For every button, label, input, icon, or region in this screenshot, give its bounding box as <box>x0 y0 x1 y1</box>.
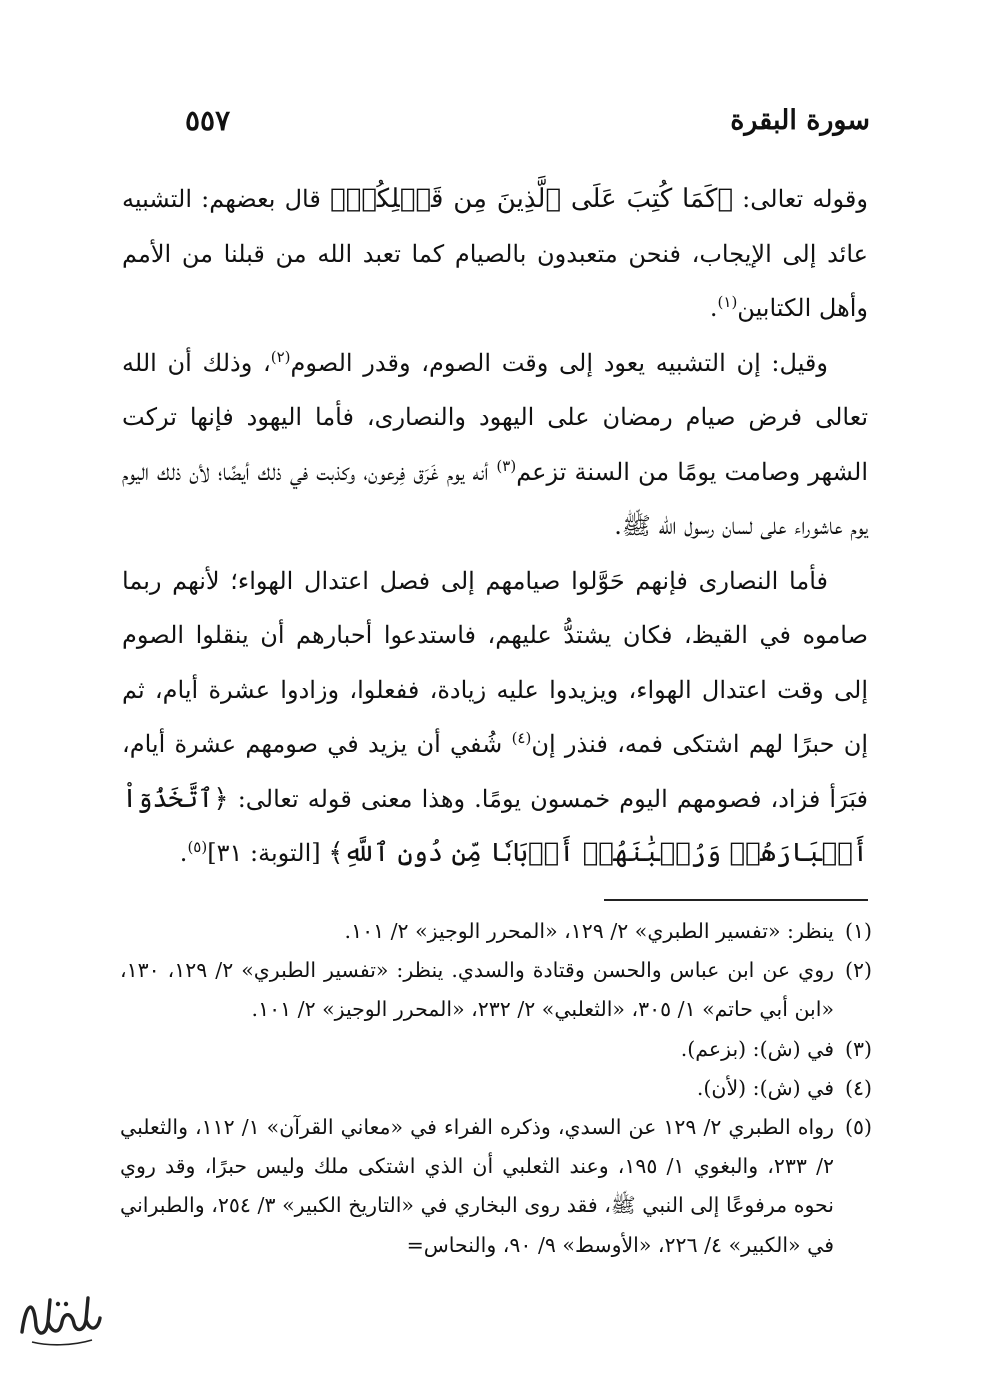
running-head <box>185 100 870 140</box>
p3-text-a: فأما النصارى فإنهم حَوَّلوا صيامهم إلى فصل اعتدال الهواء؛ لأنهم ربما صاموه في القيظ، فكان يشتدُّ عليهم، فاستدعوا أحبارهم أن ينقلوا الصوم إلى وقت اعتدال الهواء، ويزيدوا عليه زيادة، ففعلوا، وزادوا عشرة أيام، ثم إن حبرًا لهم اشتكى فمه، فنذر إن <box>122 566 868 758</box>
footnote-text: في (ش): (بزعم). <box>680 1036 834 1061</box>
p1-text-b: قال بعضهم: التشبيه عائد إلى الإيجاب، فنحن متعبدون بالصيام كما تعبد الله من قبلنا من الأمم وأهل الكتابين <box>122 185 868 322</box>
footnote-number: (٤) <box>844 1075 872 1100</box>
footnote-separator <box>604 899 868 901</box>
footnote-ref-5[interactable]: (٥) <box>187 838 208 856</box>
p1-end: . <box>709 294 718 322</box>
footnote-ref-4[interactable]: (٤) <box>511 729 532 747</box>
footnote-ref-2[interactable]: (٢) <box>270 347 291 366</box>
footnote-1 <box>120 912 872 951</box>
footnote-5 <box>120 1108 872 1265</box>
page-number: ٥٥٧ <box>185 103 231 137</box>
publisher-logo <box>12 1282 108 1352</box>
footnote-number: (٣) <box>844 1036 872 1061</box>
footnote-number: (٥) <box>844 1115 872 1140</box>
quran-verse-2: ﴿ٱتَّخَذُوٓاْ أَحۡبَارَهُمۡ وَرُهۡبَٰنَهُمۡ أَرۡبَابٗا مِّن دُونِ ٱللَّهِ﴾ <box>122 783 868 868</box>
p2-text-c: أنه يوم غَرَق فِرعون، وكذبت في ذلك أيضًا؛ لأن ذلك اليوم يوم عاشوراء على لسان رسول الله ﷺ. <box>122 457 868 540</box>
main-text <box>122 172 868 881</box>
footnote-ref-1[interactable]: (١) <box>717 293 738 311</box>
footnote-ref-3[interactable]: (٣) <box>496 456 517 475</box>
p3-text-b: شُفي أن يزيد في صومهم عشرة أيام، فبَرَأ فزاد، فصومهم اليوم خمسون يومًا. وهذا معنى قوله تعالى: <box>122 730 868 813</box>
p1-text-a: وقوله تعالى: <box>732 185 868 213</box>
p3-end: . <box>179 839 188 867</box>
p3-text-c: [التوبة: ٣١] <box>207 839 329 867</box>
footnote-4 <box>120 1069 872 1108</box>
footnotes <box>120 912 872 1265</box>
footnote-text: في (ش): (لأن). <box>696 1075 834 1100</box>
footnote-number: (١) <box>844 919 872 943</box>
footnote-2 <box>120 951 872 1029</box>
footnote-number: (٢) <box>844 958 872 983</box>
footnote-text: ينظر: «تفسير الطبري» ٢/ ١٢٩، «المحرر الوجيز» ٢/ ١٠١. <box>344 919 834 943</box>
paragraph-1 <box>122 172 868 336</box>
p2-text-b: ، وذلك أن الله تعالى فرض صيام رمضان على اليهود والنصارى، فأما اليهود فإنها تركت الشهر وصامت يومًا من السنة تزعم <box>122 348 869 486</box>
paragraph-3 <box>122 554 868 881</box>
paragraph-2 <box>122 336 868 554</box>
footnote-text: رواه الطبري ٢/ ١٢٩ عن السدي، وذكره الفراء في «معاني القرآن» ١/ ١١٢، والثعلبي ٢/ ٢٣٣، والبغوي ١/ ١٩٥، وعند الثعلبي أن الذي اشتكى ملك وليس حبرًا، وقد روي نحوه مرفوعًا إلى النبي ﷺ، فقد روى البخاري في «التاريخ الكبير» ٣/ ٢٥٤، والطبراني في «الكبير» ٤/ ٢٢٦، «الأوسط» ٩/ ٩٠، والنحاس= <box>120 1115 834 1257</box>
p2-text-a: وقيل: إن التشبيه يعود إلى وقت الصوم، وقدر الصوم <box>290 348 828 377</box>
surah-title: سورة البقرة <box>730 104 870 136</box>
footnote-text: روي عن ابن عباس والحسن وقتادة والسدي. ينظر: «تفسير الطبري» ٢/ ١٢٩، ١٣٠، «ابن أبي حاتم» ١/ ٣٠٥، «الثعلبي» ٢/ ٢٣٢، «المحرر الوجيز» ٢/ ١٠١. <box>120 958 834 1022</box>
footnote-3 <box>120 1030 872 1069</box>
quran-verse-1: ﴿كَمَا كُتِبَ عَلَى ٱلَّذِينَ مِن قَبۡلِكُمۡ﴾ <box>330 184 733 214</box>
